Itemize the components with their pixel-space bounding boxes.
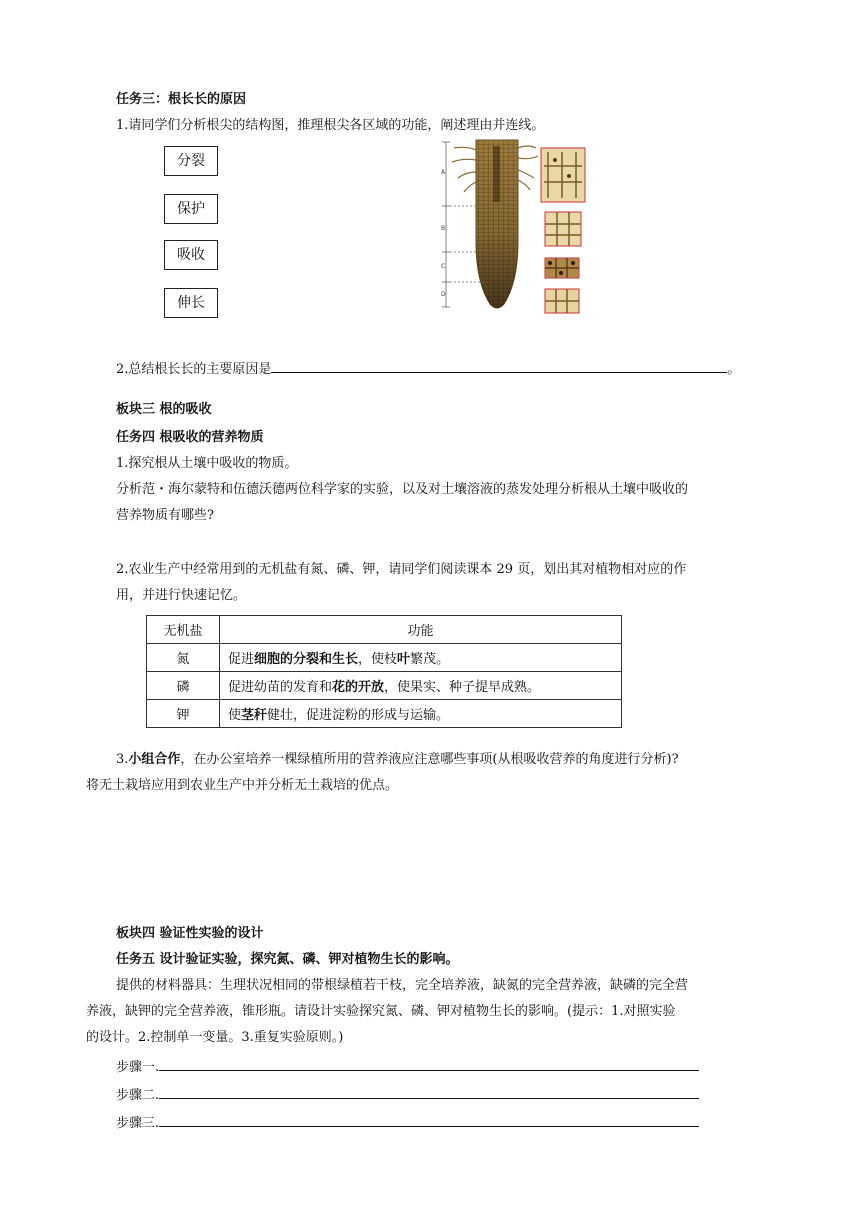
table-cell-salt: 磷	[147, 672, 220, 700]
task4-heading: 任务四 根吸收的营养物质	[116, 430, 264, 445]
box-absorption[interactable]: 吸收	[164, 240, 218, 270]
table-header-row	[147, 616, 622, 644]
table-header-function: 功能	[220, 616, 622, 644]
task3-heading: 任务三：根长长的原因	[116, 92, 247, 107]
task5-heading: 任务五 设计验证实验，探究氮、磷、钾对植物生长的影响。	[116, 952, 459, 967]
task3-question-2	[116, 358, 740, 377]
task5-p-line2: 养液，缺钾的完全营养液，锥形瓶。请设计实验探究氮、磷、钾对植物生长的影响。(提示：1.对照实验	[86, 1004, 676, 1019]
zone-label-d: D	[441, 291, 446, 298]
section3-heading: 板块三 根的吸收	[116, 402, 212, 417]
table-cell-salt: 钾	[147, 700, 220, 728]
cell-inset-a	[541, 148, 585, 202]
table-cell-function: 促进细胞的分裂和生长，使枝叶繁茂。	[220, 644, 622, 672]
zone-label-b: B	[441, 225, 446, 232]
task4-p2-line2: 营养物质有哪些?	[116, 508, 214, 523]
q2-suffix: 。	[727, 362, 741, 377]
q2-prefix: 2.总结根长长的主要原因是	[116, 362, 272, 377]
table-cell-function: 促进幼苗的发育和花的开放，使果实、种子提早成熟。	[220, 672, 622, 700]
task4-p4-line1: 3.小组合作，在办公室培养一棵绿植所用的营养液应注意哪些事项(从根吸收营养的角度进行分析)?	[116, 752, 679, 767]
section4-heading: 板块四 验证性实验的设计	[116, 926, 264, 941]
task4-p1: 1.探究根从土壤中吸收的物质。	[116, 456, 298, 471]
task4-p3-line2: 用，并进行快速记忆。	[116, 588, 247, 603]
cell-inset-c	[545, 258, 579, 278]
root-tip-diagram	[438, 132, 588, 317]
table-cell-function: 使茎秆健壮，促进淀粉的形成与运输。	[220, 700, 622, 728]
table-row	[147, 672, 622, 700]
step-3: 步骤三.	[116, 1112, 699, 1131]
inorganic-salt-table	[146, 615, 622, 728]
step-3-blank[interactable]	[159, 1112, 699, 1127]
table-row	[147, 644, 622, 672]
cell-inset-d	[545, 289, 579, 313]
task5-p-line1: 提供的材料器具：生理状况相同的带根绿植若干枝，完全培养液，缺氮的完全营养液，缺磷的完全营	[116, 978, 689, 993]
cell-inset-b	[545, 212, 581, 246]
step-2: 步骤二.	[116, 1084, 699, 1103]
box-protection[interactable]: 保护	[164, 194, 218, 224]
step-2-blank[interactable]	[159, 1084, 699, 1099]
zone-label-c: C	[441, 263, 446, 270]
q2-answer-blank[interactable]	[271, 358, 727, 373]
task4-p3-line1: 2.农业生产中经常用到的无机盐有氮、磷、钾，请同学们阅读课本 29 页，划出其对植物相对应的作	[116, 562, 687, 577]
task4-p4-line2: 将无土栽培应用到农业生产中并分析无土栽培的优点。	[86, 778, 399, 793]
table-row	[147, 700, 622, 728]
box-division[interactable]: 分裂	[164, 146, 218, 176]
table-cell-salt: 氮	[147, 644, 220, 672]
step-1-blank[interactable]	[159, 1056, 699, 1071]
table-header-salt: 无机盐	[147, 616, 220, 644]
task3-question-1: 1.请同学们分析根尖的结构图，推理根尖各区域的功能，阐述理由并连线。	[116, 118, 545, 133]
zone-label-a: A	[441, 169, 446, 176]
task4-p2-line1: 分析范・海尔蒙特和伍德沃德两位科学家的实验，以及对土壤溶液的蒸发处理分析根从土壤中吸收的	[116, 482, 689, 497]
box-elongation[interactable]: 伸长	[164, 288, 218, 318]
step-1: 步骤一.	[116, 1056, 699, 1075]
task5-p-line3: 的设计。2.控制单一变量。3.重复实验原则。)	[86, 1030, 344, 1045]
